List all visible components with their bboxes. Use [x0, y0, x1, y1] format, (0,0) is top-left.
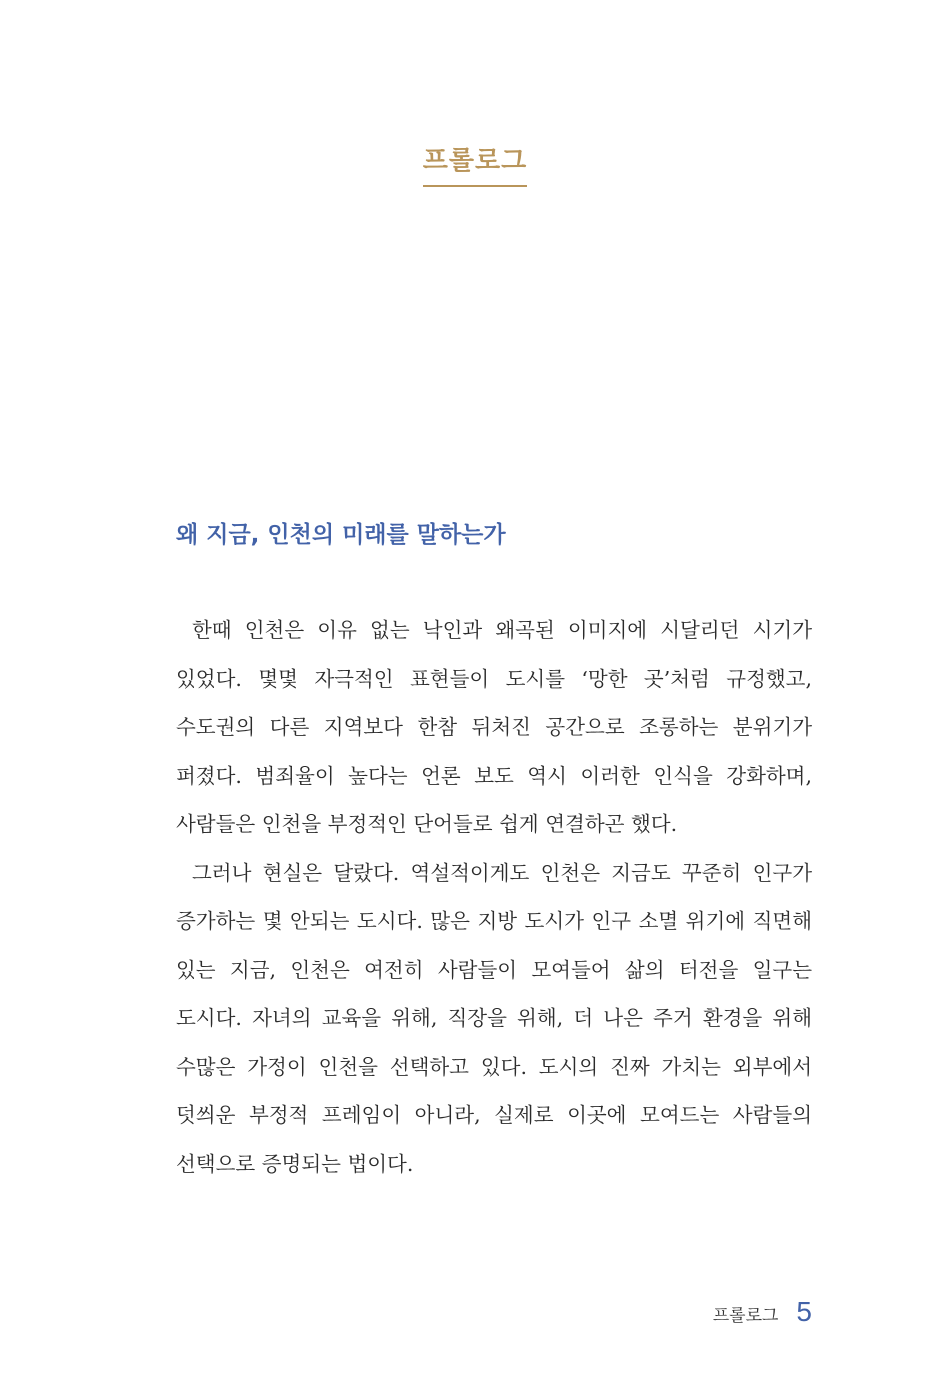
- paragraph-2: 그러나 현실은 달랐다. 역설적이게도 인천은 지금도 꾸준히 인구가 증가하는 몇 안되는 도시다. 많은 지방 도시가 인구 소멸 위기에 직면해 있는 지금, 인천은 여전히 사람들이 모여들어 삶의 터전을 일구는 도시다. 자녀의 교육을 위해, 직장을 위해, 더 나은 주거 환경을 위해 수많은 가정이 인천을 선택하고 있다. 도시의 진짜 가치는 외부에서 덧씌운 부정적 프레임이 아니라, 실제로 이곳에 모여드는 사람들의 선택으로 증명되는 법이다.: [176, 860, 812, 1176]
- section-heading: 왜 지금, 인천의 미래를 말하는가: [176, 522, 506, 548]
- footer-chapter-label: 프롤로그: [712, 1306, 779, 1326]
- chapter-title-text: 프롤로그: [423, 140, 527, 187]
- chapter-title: [0, 140, 950, 187]
- page-footer: [713, 1296, 812, 1328]
- page-number: 5: [796, 1296, 812, 1327]
- body-text: [176, 606, 812, 1188]
- paragraph-1: 한때 인천은 이유 없는 낙인과 왜곡된 이미지에 시달리던 시기가 있었다. 몇몇 자극적인 표현들이 도시를 ‘망한 곳’처럼 규정했고, 수도권의 다른 지역보다 한참 뒤처진 공간으로 조롱하는 분위기가 퍼졌다. 범죄율이 높다는 언론 보도 역시 이러한 인식을 강화하며, 사람들은 인천을 부정적인 단어들로 쉽게 연결하곤 했다.: [176, 618, 812, 836]
